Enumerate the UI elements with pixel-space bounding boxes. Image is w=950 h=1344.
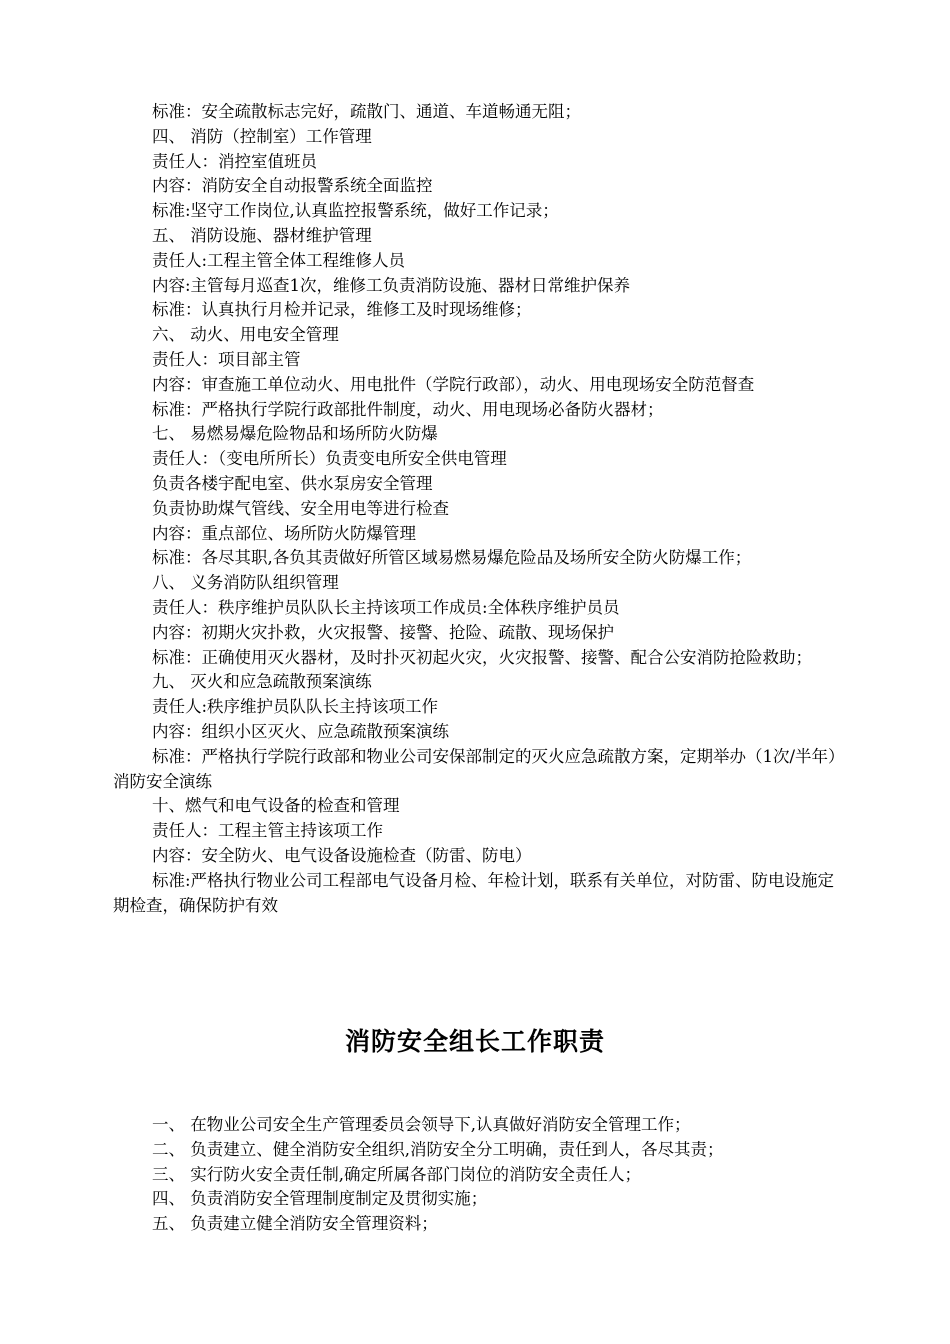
text-line: 七、 易燃易爆危险物品和场所防火防爆 [152,424,438,444]
wrapped-paragraph: 标准:严格执行物业公司工程部电气设备月检、年检计划，联系有关单位，对防雷、防电设施定期检查，确保防护有效 [113,870,835,915]
text-line: 四、 消防（控制室）工作管理 [152,126,372,146]
wrapped-paragraph: 标准：严格执行学院行政部和物业公司安保部制定的灭火应急疏散方案，定期举办（1次/半年）消防安全演练 [113,746,845,791]
text-line: 标准：各尽其职,各负其责做好所管区域易燃易爆危险品及场所安全防火防爆工作； [152,548,752,568]
text-line: 责任人:秩序维护员队队长主持该项工作 [152,697,439,717]
text-line: 内容:主管每月巡查1次，维修工负责消防设施、器材日常维护保养 [152,275,631,295]
text-line: 标准：严格执行学院行政部批件制度，动火、用电现场必备防火器材； [152,399,664,419]
text-line: 标准:坚守工作岗位,认真监控报警系统，做好工作记录； [152,201,559,221]
duty-item: 四、 负责消防安全管理制度制定及贯彻实施； [152,1189,488,1209]
wrapped-paragraph: 内容：审查施工单位动火、用电批件（学院行政部），动火、用电现场安全防范督查 [152,374,755,394]
duty-item: 五、 负责建立健全消防安全管理资料； [152,1214,438,1234]
text-line: 八、 义务消防队组织管理 [152,573,339,593]
text-line: 负责协助煤气管线、安全用电等进行检查 [152,498,449,518]
text-line: 标准：安全疏散标志完好，疏散门、通道、车道畅通无阻； [152,102,581,121]
text-line: 标准：认真执行月检并记录，维修工及时现场维修； [152,300,532,320]
text-line: 十、燃气和电气设备的检查和管理 [152,796,400,816]
text-line: 内容：组织小区灭火、应急疏散预案演练 [152,721,449,741]
text-line: 责任人：工程主管主持该项工作 [152,821,383,841]
text-line: 六、 动火、用电安全管理 [152,325,339,345]
text-line: 五、 消防设施、器材维护管理 [152,225,372,245]
text-line: 内容：初期火灾扑救，火灾报警、接警、抢险、疏散、现场保护 [152,622,614,642]
duty-list [113,1113,853,1237]
duty-item: 三、 实行防火安全责任制,确定所属各部门岗位的消防安全责任人； [152,1164,641,1184]
section-heading: 消防安全组长工作职责 [344,1027,605,1056]
text-line: 责任人：秩序维护员队队长主持该项工作成员:全体秩序维护员员 [152,597,620,617]
document-body [113,100,848,918]
text-line: 内容：重点部位、场所防火防爆管理 [152,523,416,543]
text-line: 责任人：消控室值班员 [152,151,317,171]
text-line: 负责各楼宇配电室、供水泵房安全管理 [152,473,433,493]
text-line: 责任人：（变电所所长）负责变电所安全供电管理 [152,449,507,469]
text-line: 责任人:工程主管全体工程维修人员 [152,250,406,270]
duty-item: 一、 在物业公司安全生产管理委员会领导下,认真做好消防安全管理工作； [152,1115,691,1134]
wrapped-paragraph: 标准：正确使用灭火器材，及时扑灭初起火灾，火灾报警、接警、配合公安消防抢险救助； [152,647,812,667]
text-line: 责任人：项目部主管 [152,349,301,369]
text-line: 内容：消防安全自动报警系统全面监控 [152,176,433,196]
duty-item: 二、 负责建立、健全消防安全组织,消防安全分工明确，责任到人，各尽其责； [152,1139,724,1159]
text-line: 九、 灭火和应急疏散预案演练 [152,672,372,692]
text-line: 内容：安全防火、电气设备设施检查（防雷、防电） [152,845,532,865]
